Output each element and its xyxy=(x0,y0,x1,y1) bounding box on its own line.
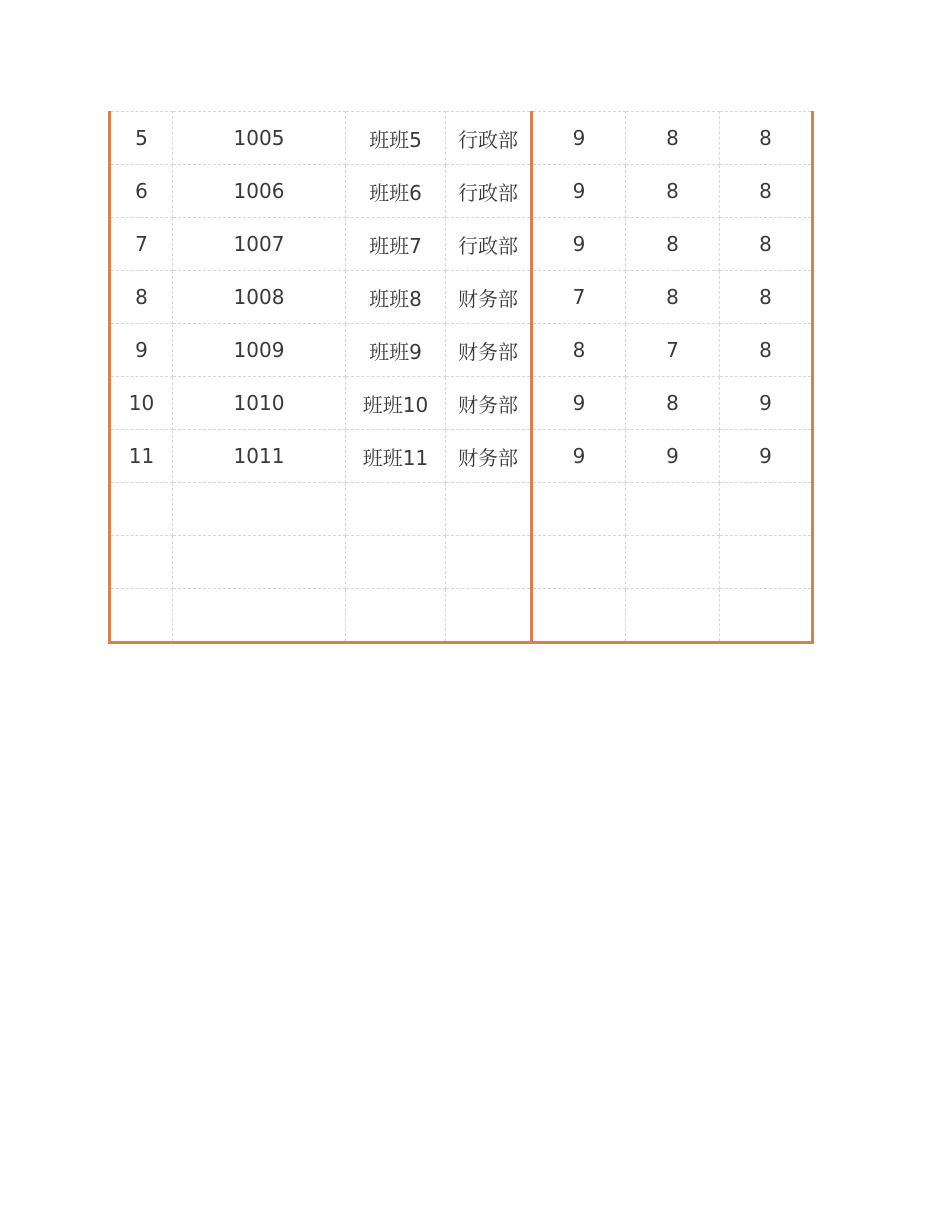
cell-id: 1007 xyxy=(173,218,346,271)
cell-score-1 xyxy=(532,589,626,643)
cell-score-3 xyxy=(720,536,813,589)
cell-dept: 行政部 xyxy=(446,112,532,165)
cell-score-3: 8 xyxy=(720,271,813,324)
cell-seq xyxy=(110,483,173,536)
cell-dept xyxy=(446,536,532,589)
table-body xyxy=(110,112,813,643)
cell-id xyxy=(173,589,346,643)
cell-score-1 xyxy=(532,483,626,536)
table-row xyxy=(110,271,813,324)
cell-name xyxy=(346,536,446,589)
cell-score-2: 8 xyxy=(626,218,720,271)
cell-dept: 财务部 xyxy=(446,430,532,483)
cell-score-3 xyxy=(720,589,813,643)
cell-seq: 6 xyxy=(110,165,173,218)
cell-score-2: 8 xyxy=(626,377,720,430)
cell-seq: 9 xyxy=(110,324,173,377)
cell-dept: 财务部 xyxy=(446,377,532,430)
cell-name: 班班10 xyxy=(346,377,446,430)
cell-score-1: 9 xyxy=(532,112,626,165)
cell-score-2: 7 xyxy=(626,324,720,377)
cell-score-1: 9 xyxy=(532,430,626,483)
cell-score-3: 8 xyxy=(720,165,813,218)
cell-dept: 行政部 xyxy=(446,218,532,271)
cell-score-3: 8 xyxy=(720,112,813,165)
cell-id: 1008 xyxy=(173,271,346,324)
table-row xyxy=(110,377,813,430)
cell-dept: 财务部 xyxy=(446,271,532,324)
table-row xyxy=(110,324,813,377)
cell-seq: 7 xyxy=(110,218,173,271)
cell-id xyxy=(173,483,346,536)
cell-dept: 财务部 xyxy=(446,324,532,377)
cell-name: 班班9 xyxy=(346,324,446,377)
cell-seq: 5 xyxy=(110,112,173,165)
cell-id: 1006 xyxy=(173,165,346,218)
table-row xyxy=(110,165,813,218)
cell-id xyxy=(173,536,346,589)
cell-score-2 xyxy=(626,536,720,589)
cell-dept xyxy=(446,483,532,536)
cell-score-3: 8 xyxy=(720,324,813,377)
cell-id: 1011 xyxy=(173,430,346,483)
employee-score-table xyxy=(108,111,814,644)
cell-name: 班班11 xyxy=(346,430,446,483)
cell-score-2: 8 xyxy=(626,165,720,218)
cell-score-2 xyxy=(626,483,720,536)
table-row xyxy=(110,218,813,271)
cell-id: 1010 xyxy=(173,377,346,430)
cell-id: 1005 xyxy=(173,112,346,165)
cell-score-2: 8 xyxy=(626,271,720,324)
cell-score-1: 8 xyxy=(532,324,626,377)
table-row-empty xyxy=(110,589,813,643)
cell-name: 班班7 xyxy=(346,218,446,271)
cell-score-3: 9 xyxy=(720,377,813,430)
cell-name: 班班6 xyxy=(346,165,446,218)
table-row-empty xyxy=(110,536,813,589)
cell-name xyxy=(346,589,446,643)
cell-name xyxy=(346,483,446,536)
cell-id: 1009 xyxy=(173,324,346,377)
table-row xyxy=(110,430,813,483)
cell-score-2: 9 xyxy=(626,430,720,483)
cell-dept xyxy=(446,589,532,643)
cell-seq xyxy=(110,536,173,589)
cell-score-1: 9 xyxy=(532,165,626,218)
cell-score-3: 9 xyxy=(720,430,813,483)
cell-score-1: 9 xyxy=(532,218,626,271)
cell-score-1: 9 xyxy=(532,377,626,430)
cell-seq: 11 xyxy=(110,430,173,483)
cell-dept: 行政部 xyxy=(446,165,532,218)
cell-score-1: 7 xyxy=(532,271,626,324)
cell-score-3: 8 xyxy=(720,218,813,271)
cell-score-1 xyxy=(532,536,626,589)
cell-score-3 xyxy=(720,483,813,536)
cell-seq xyxy=(110,589,173,643)
table-row-empty xyxy=(110,483,813,536)
cell-name: 班班5 xyxy=(346,112,446,165)
cell-seq: 8 xyxy=(110,271,173,324)
cell-name: 班班8 xyxy=(346,271,446,324)
cell-score-2: 8 xyxy=(626,112,720,165)
cell-score-2 xyxy=(626,589,720,643)
table-row xyxy=(110,112,813,165)
cell-seq: 10 xyxy=(110,377,173,430)
